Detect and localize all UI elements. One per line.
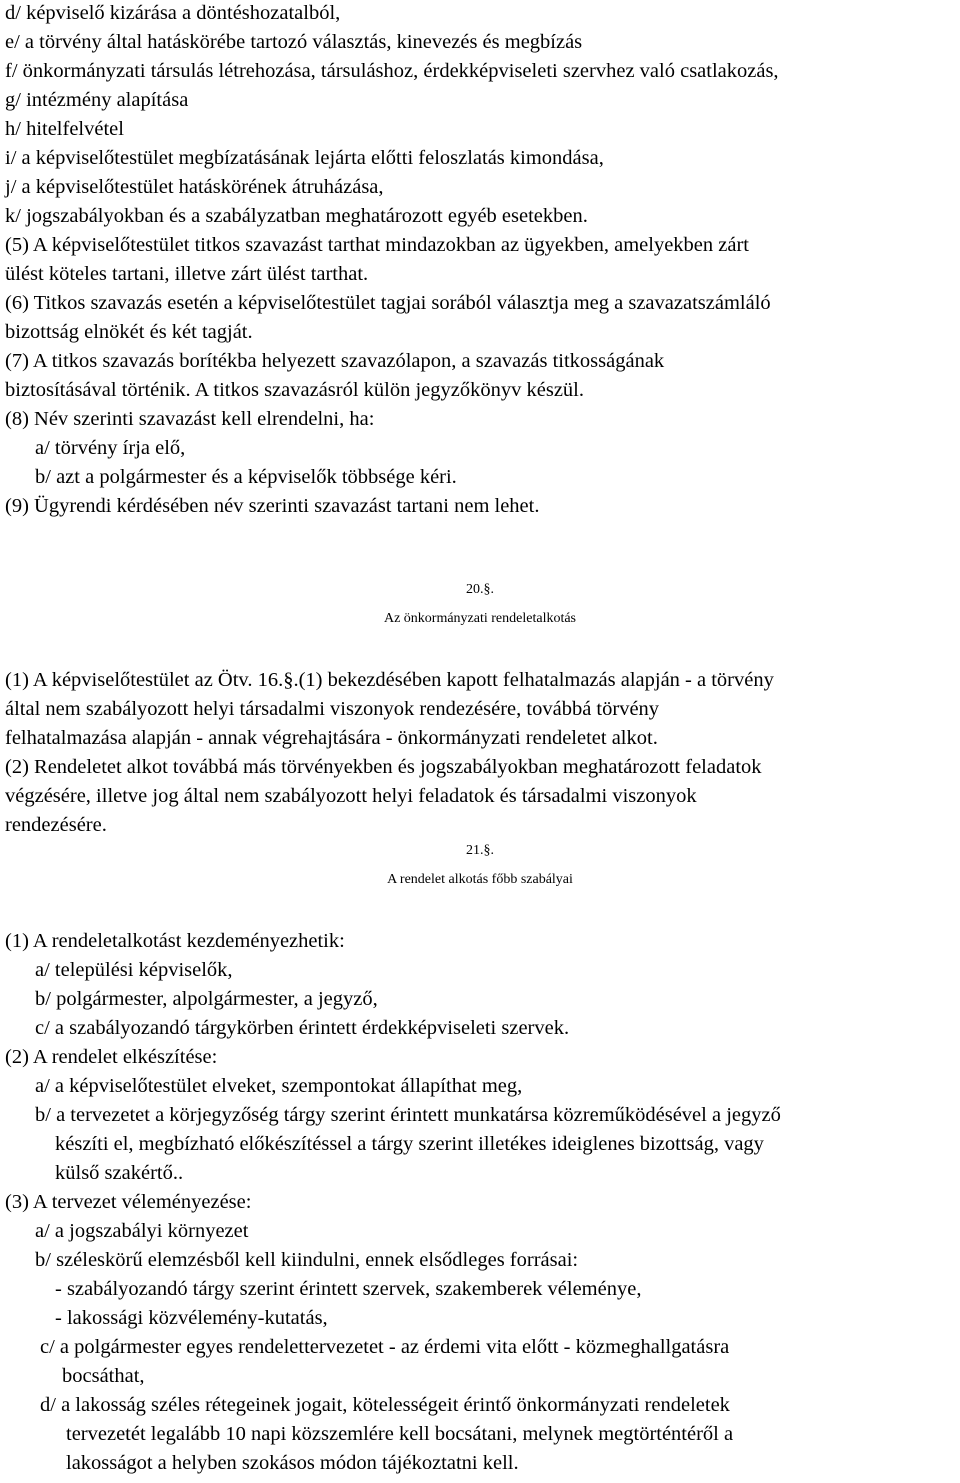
paragraph-6-line: (6) Titkos szavazás esetén a képviselőtestület tagjai sorából választja meg a szavazatszámláló bbox=[5, 292, 771, 314]
list-item: c/ a szabályozandó tárgykörben érintett érdekképviseleti szervek. bbox=[35, 1017, 570, 1039]
section-number: 20.§. bbox=[466, 582, 494, 597]
list-item: a/ a jogszabályi környezet bbox=[35, 1220, 249, 1242]
paragraph-line: végzésére, illetve jog által nem szabályozott helyi feladatok és társadalmi viszonyok bbox=[5, 785, 697, 807]
list-item-continuation: lakosságot a helyben szokásos módon tájékoztatni kell. bbox=[66, 1452, 519, 1474]
list-item: a/ települési képviselők, bbox=[35, 959, 233, 981]
paragraph-line: felhatalmazása alapján - annak végrehajtására - önkormányzati rendeletet alkot. bbox=[5, 727, 658, 749]
list-item: a/ a képviselőtestület elveket, szempontokat állapíthat meg, bbox=[35, 1075, 523, 1097]
list-item: d/ a lakosság széles rétegeinek jogait, kötelességeit érintő önkormányzati rendeletek bbox=[40, 1394, 730, 1416]
list-item-e: e/ a törvény által hatáskörébe tartozó választás, kinevezés és megbízás bbox=[5, 31, 583, 53]
list-item: b/ azt a polgármester és a képviselők többsége kéri. bbox=[35, 466, 457, 488]
paragraph-line: rendezésére. bbox=[5, 814, 107, 836]
paragraph-5-line: (5) A képviselőtestület titkos szavazást tarthat mindazokban az ügyekben, amelyekben zárt bbox=[5, 234, 750, 256]
list-item: c/ a polgármester egyes rendelettervezetet - az érdemi vita előtt - közmeghallgatásra bbox=[40, 1336, 730, 1358]
paragraph-6-line: bizottság elnökét és két tagját. bbox=[5, 321, 253, 343]
list-item-h: h/ hitelfelvétel bbox=[5, 118, 124, 140]
paragraph-9-line: (9) Ügyrendi kérdésében név szerinti szavazást tartani nem lehet. bbox=[5, 495, 540, 517]
sub-list-item: - szabályozandó tárgy szerint érintett szervek, szakemberek véleménye, bbox=[55, 1278, 642, 1300]
paragraph-5-line: ülést köteles tartani, illetve zárt ülést tarthat. bbox=[5, 263, 369, 285]
list-item: b/ polgármester, alpolgármester, a jegyző, bbox=[35, 988, 378, 1010]
paragraph-line: (1) A képviselőtestület az Ötv. 16.§.(1) bekezdésében kapott felhatalmazás alapján - a törvény bbox=[5, 669, 774, 691]
list-item-d: d/ képviselő kizárása a döntéshozatalból, bbox=[5, 2, 341, 24]
list-item-g: g/ intézmény alapítása bbox=[5, 89, 189, 111]
paragraph-line: (1) A rendeletalkotást kezdeményezhetik: bbox=[5, 930, 345, 952]
list-item-i: i/ a képviselőtestület megbízatásának lejárta előtti feloszlatás kimondása, bbox=[5, 147, 604, 169]
list-item-continuation: készíti el, megbízható előkészítéssel a tárgy szerint illetékes ideiglenes bizottság, vagy bbox=[55, 1133, 764, 1155]
section-title: Az önkormányzati rendeletalkotás bbox=[383, 611, 577, 626]
list-item-j: j/ a képviselőtestület hatáskörének átruházása, bbox=[5, 176, 384, 198]
list-item-k: k/ jogszabályokban és a szabályzatban meghatározott egyéb esetekben. bbox=[5, 205, 588, 227]
list-item-f: f/ önkormányzati társulás létrehozása, társuláshoz, érdekképviseleti szervhez való csatlakozás, bbox=[5, 60, 779, 82]
paragraph-8-line: (8) Név szerinti szavazást kell elrendelni, ha: bbox=[5, 408, 375, 430]
list-item-continuation: tervezetét legalább 10 napi közszemlére kell bocsátani, melynek megtörténtéről a bbox=[66, 1423, 734, 1445]
paragraph-line: (2) Rendeletet alkot továbbá más törvényekben és jogszabályokban meghatározott feladatok bbox=[5, 756, 762, 778]
list-item: a/ törvény írja elő, bbox=[35, 437, 186, 459]
section-title: A rendelet alkotás főbb szabályai bbox=[387, 872, 573, 887]
sub-list-item: - lakossági közvélemény-kutatás, bbox=[55, 1307, 328, 1329]
paragraph-7-line: (7) A titkos szavazás borítékba helyezett szavazólapon, a szavazás titkosságának bbox=[5, 350, 665, 372]
section-number: 21.§. bbox=[466, 843, 494, 858]
list-item: b/ széleskörű elemzésből kell kiindulni, ennek elsődleges forrásai: bbox=[35, 1249, 579, 1271]
paragraph-line: (3) A tervezet véleményezése: bbox=[5, 1191, 252, 1213]
paragraph-line: (2) A rendelet elkészítése: bbox=[5, 1046, 218, 1068]
list-item-continuation: bocsáthat, bbox=[62, 1365, 145, 1387]
paragraph-line: által nem szabályozott helyi társadalmi viszonyok rendezésére, továbbá törvény bbox=[5, 698, 660, 720]
paragraph-7-line: biztosításával történik. A titkos szavazásról külön jegyzőkönyv készül. bbox=[5, 379, 585, 401]
list-item-continuation: külső szakértő.. bbox=[55, 1162, 184, 1184]
list-item: b/ a tervezetet a körjegyzőség tárgy szerint érintett munkatársa közreműködésével a jegyző bbox=[35, 1104, 781, 1126]
